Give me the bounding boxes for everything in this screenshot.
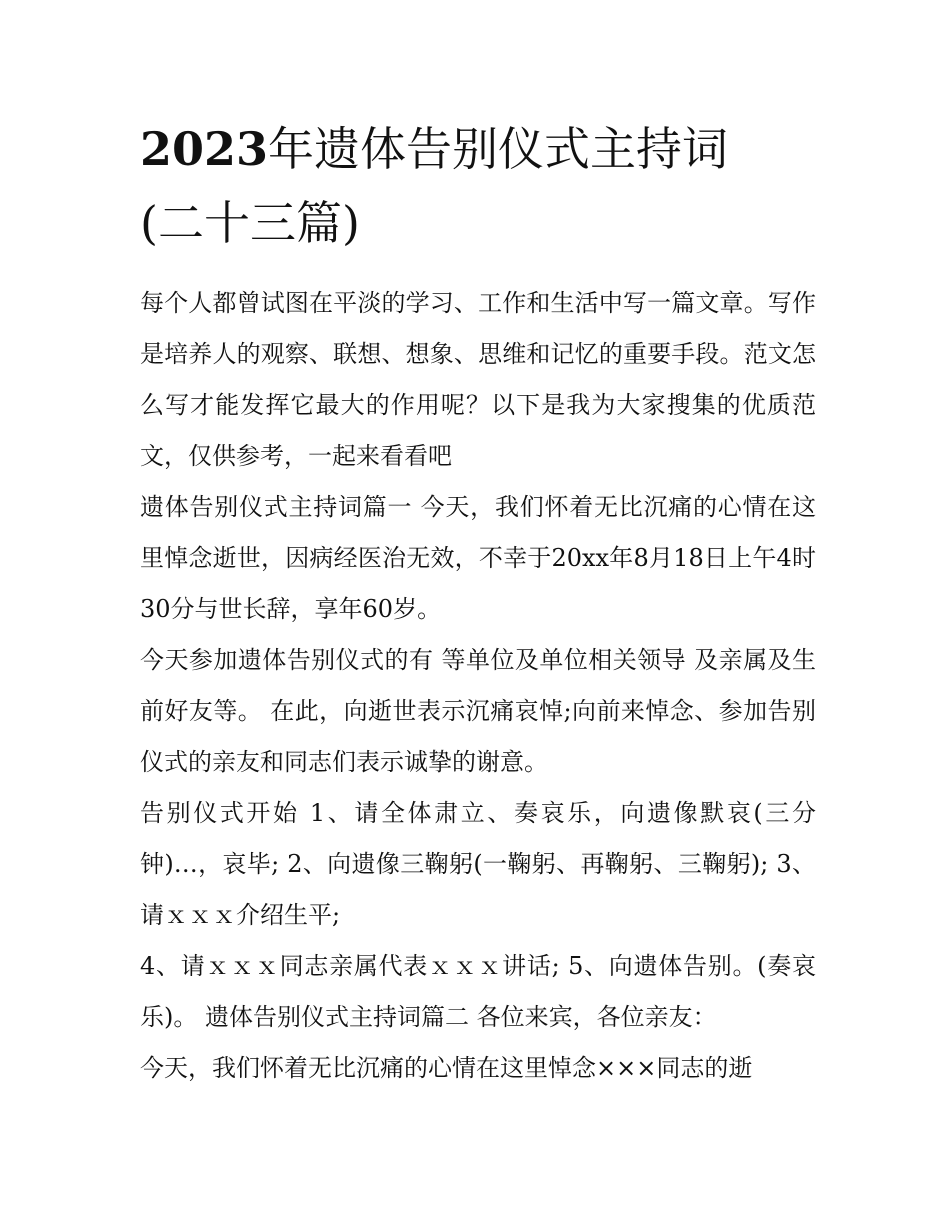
paragraph-1: 遗体告别仪式主持词篇一 今天，我们怀着无比沉痛的心情在这里悼念逝世，因病经医治无效，不幸于20xx年8月18日上午4时30分与世长辞，享年60岁。 [140,493,816,623]
paragraph-3: 告别仪式开始 1、请全体肃立、奏哀乐，向遗像默哀(三分钟)…，哀毕; 2、向遗像三鞠躬(一鞠躬、再鞠躬、三鞠躬); 3、请ｘｘｘ介绍生平; [140,799,816,929]
title-line-1 [140,112,816,186]
title-line-2: (二十三篇) [140,196,360,250]
title-year: 2023 [140,122,269,176]
paragraph-2: 今天参加遗体告别仪式的有 等单位及单位相关领导 及亲属及生前好友等。 在此，向逝世表示沉痛哀悼;向前来悼念、参加告别仪式的亲友和同志们表示诚挚的谢意。 [140,646,816,776]
document-title [140,112,816,260]
document-page [140,112,816,1094]
paragraph-intro: 每个人都曾试图在平淡的学习、工作和生活中写一篇文章。写作是培养人的观察、联想、想象、思维和记忆的重要手段。范文怎么写才能发挥它最大的作用呢？以下是我为大家搜集的优质范文，仅供参考，一起来看看吧 [140,289,816,470]
paragraph-4: 4、请ｘｘｘ同志亲属代表ｘｘｘ讲话; 5、向遗体告别。(奏哀乐)。 遗体告别仪式主持词篇二 各位来宾，各位亲友： [140,952,816,1031]
title-text: 年遗体告别仪式主持词 [268,122,729,176]
paragraph-5: 今天，我们怀着无比沉痛的心情在这里悼念×××同志的逝 [140,1054,753,1082]
